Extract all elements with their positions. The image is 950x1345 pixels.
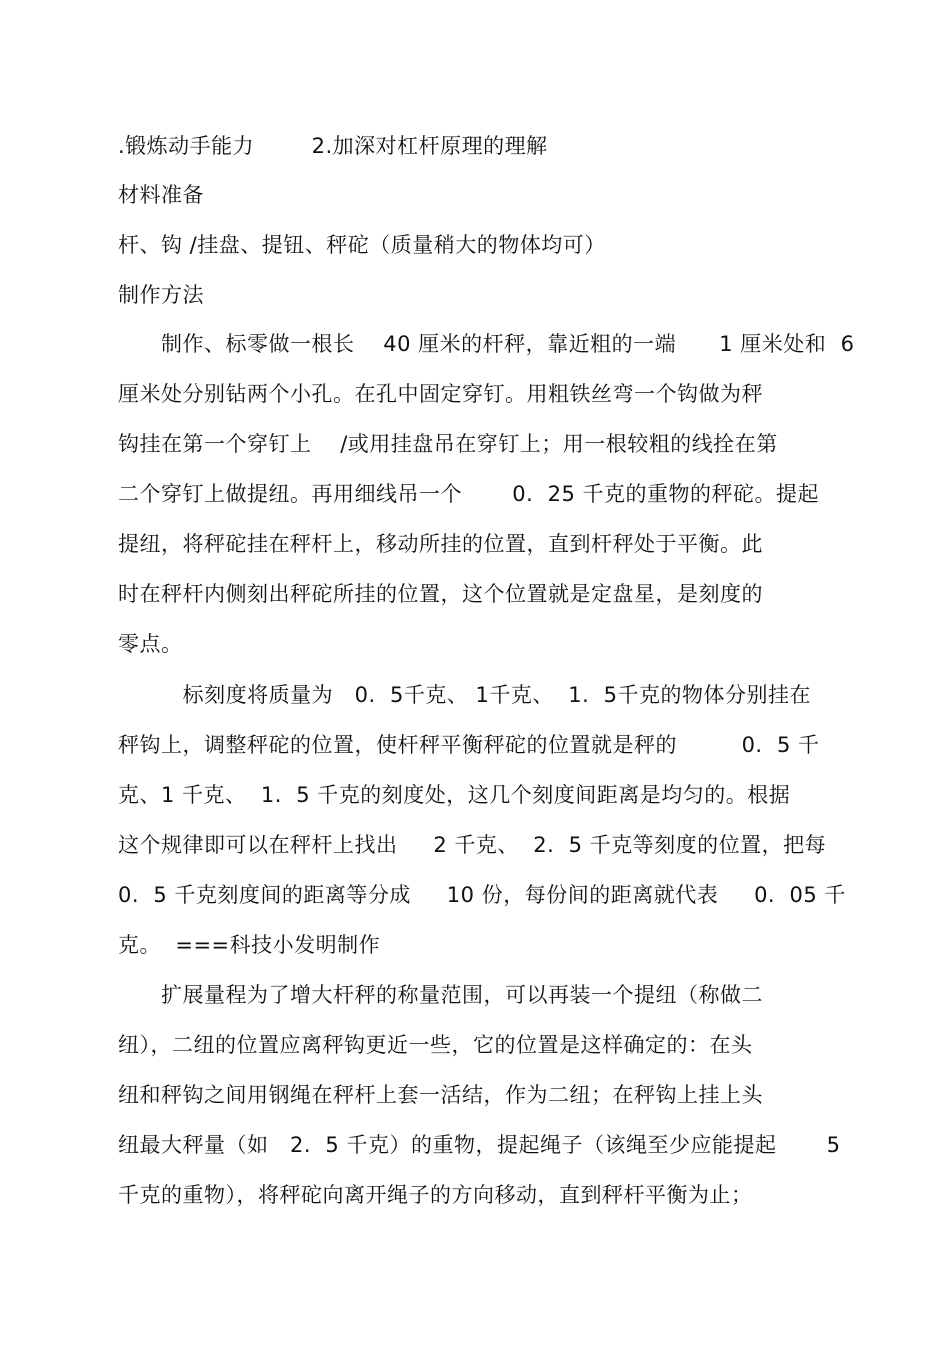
paragraph-line: 厘米处分别钻两个小孔。在孔中固定穿钉。用粗铁丝弯一个钩做为秤 (118, 382, 763, 406)
paragraph-line: 纽最大秤量（如 2. 5 千克）的重物，提起绳子（该绳至少应能提起 5 (118, 1133, 841, 1157)
method-heading: 制作方法 (118, 283, 204, 307)
materials-heading: 材料准备 (118, 183, 204, 207)
paragraph-line: 二个穿钉上做提纽。再用细线吊一个 0. 25 千克的重物的秤砣。提起 (118, 482, 820, 506)
paragraph-line: 标刻度将质量为 0. 5千克、 1千克、 1. 5千克的物体分别挂在 (118, 683, 811, 707)
paragraph-line: 克、1 千克、 1. 5 千克的刻度处，这几个刻度间距离是均匀的。根据 (118, 783, 791, 807)
materials-list: 杆、钩 /挂盘、提钮、秤砣（质量稍大的物体均可） (118, 233, 606, 257)
paragraph-line: 这个规律即可以在秤杆上找出 2 千克、 2. 5 千克等刻度的位置，把每 (118, 833, 827, 857)
paragraph-line: 克。 ===科技小发明制作 (118, 933, 381, 957)
paragraph-line: 制作、标零做一根长 40 厘米的杆秤，靠近粗的一端 1 厘米处和 6 (118, 332, 855, 356)
paragraph-line: 纽和秤钩之间用钢绳在秤杆上套一活结，作为二纽；在秤钩上挂上头 (118, 1083, 763, 1107)
paragraph-line: 扩展量程为了增大杆秤的称量范围，可以再装一个提纽（称做二 (118, 983, 764, 1007)
paragraph-line: 0. 5 千克刻度间的距离等分成 10 份，每份间的距离就代表 0. 05 千 (118, 883, 846, 907)
paragraph-line: 千克的重物），将秤砣向离开绳子的方向移动，直到秤杆平衡为止； (118, 1183, 753, 1207)
paragraph-line: 钩挂在第一个穿钉上 /或用挂盘吊在穿钉上；用一根较粗的线拴在第 (118, 432, 778, 456)
paragraph-line: 秤钩上，调整秤砣的位置，使杆秤平衡秤砣的位置就是秤的 0. 5 千 (118, 733, 820, 757)
paragraph-line: 纽），二纽的位置应离秤钩更近一些，它的位置是这样确定的：在头 (118, 1033, 753, 1057)
paragraph-line: 零点。 (118, 632, 183, 656)
objective-line: .锻炼动手能力 2.加深对杠杆原理的理解 (118, 134, 548, 158)
paragraph-line: 提纽，将秤砣挂在秤杆上，移动所挂的位置，直到杆秤处于平衡。此 (118, 532, 763, 556)
paragraph-line: 时在秤杆内侧刻出秤砣所挂的位置，这个位置就是定盘星，是刻度的 (118, 582, 763, 606)
